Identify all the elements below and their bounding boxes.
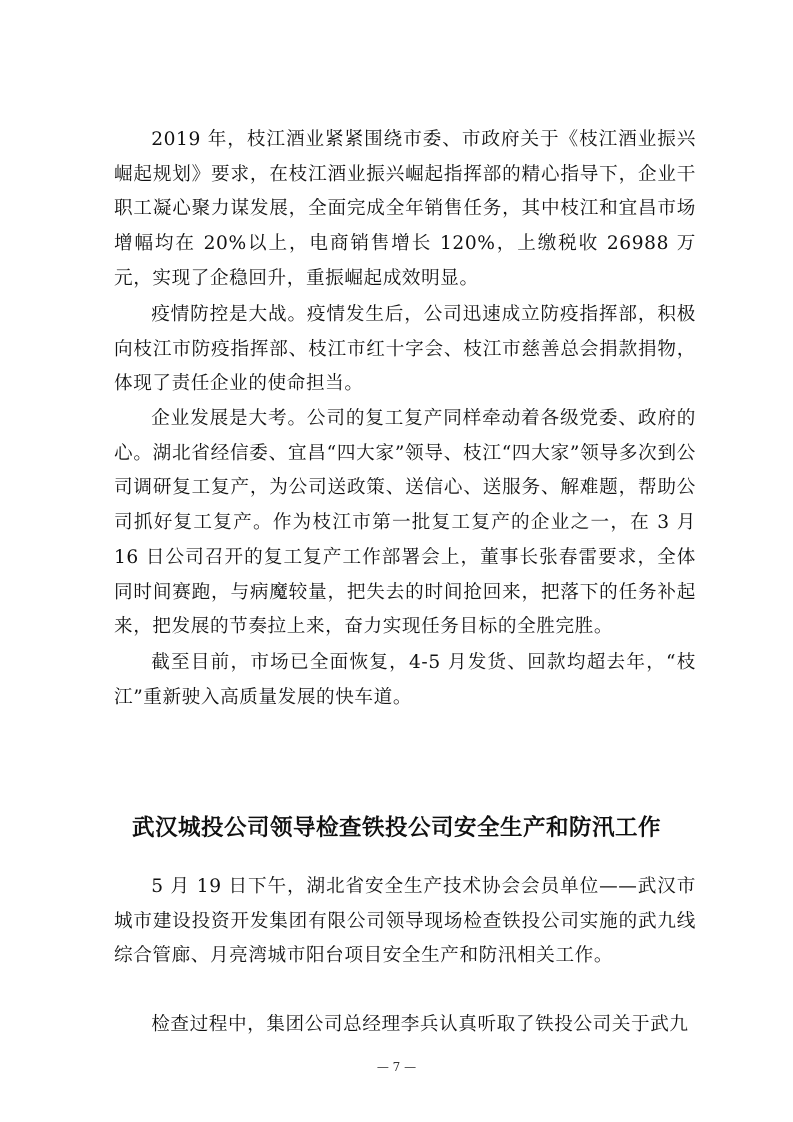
article1-paragraph-4: 截至目前，市场已全面恢复，4-5 月发货、回款均超去年，“枝江”重新驶入高质量发展的快车道。 (114, 652, 696, 708)
page-number: — 7 — (376, 1060, 417, 1074)
article2-paragraph-2: 检查过程中，集团公司总经理李兵认真听取了铁投公司关于武九 (151, 1014, 689, 1035)
article2-title: 武汉城投公司领导检查铁投公司安全生产和防汛工作 (131, 815, 661, 841)
article2-paragraph-1: 5 月 19 日下午，湖北省安全生产技术协会会员单位——武汉市城市建设投资开发集团有限公司领导现场检查铁投公司实施的武九线综合管廊、月亮湾城市阳台项目安全生产和防汛相关工作。 (114, 876, 696, 967)
article1-paragraph-2: 疫情防控是大战。疫情发生后，公司迅速成立防疫指挥部，积极向枝江市防疫指挥部、枝江市红十字会、枝江市慈善总会捐款捐物，体现了责任企业的使命担当。 (114, 304, 696, 395)
article1-paragraph-1: 2019 年，枝江酒业紧紧围绕市委、市政府关于《枝江酒业振兴崛起规划》要求，在枝江酒业振兴崛起指挥部的精心指导下，企业干职工凝心聚力谋发展，全面完成全年销售任务，其中枝江和宜昌市场增幅均在 20%以上，电商销售增长 120%，上缴税收 26988 万元，实现了企稳回升，重振崛起成效明显。 (114, 129, 696, 289)
article1-paragraph-3: 企业发展是大考。公司的复工复产同样牵动着各级党委、政府的心。湖北省经信委、宜昌“四大家”领导、枝江“四大家”领导多次到公司调研复工复产，为公司送政策、送信心、送服务、解难题，帮助公司抓好复工复产。作为枝江市第一批复工复产的企业之一，在 3 月 16 日公司召开的复工复产工作部署会上，董事长张春雷要求，全体同时间赛跑，与病魔较量，把失去的时间抢回来，把落下的任务补起来，把发展的节奏拉上来，奋力实现任务目标的全胜完胜。 (114, 408, 696, 638)
